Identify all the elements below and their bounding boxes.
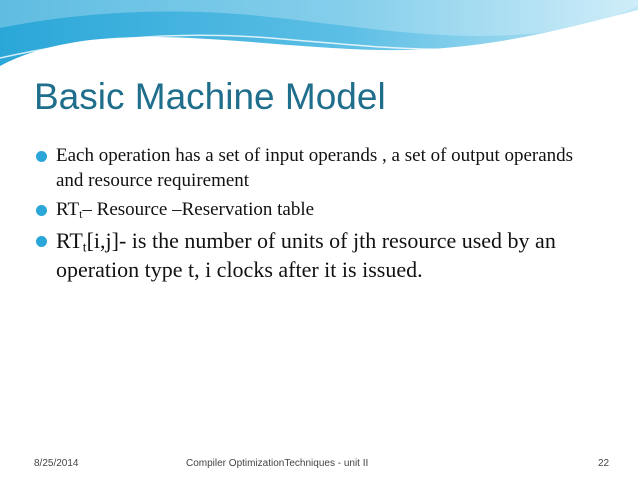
bullet-prefix: RT: [56, 228, 83, 253]
slide-title: Basic Machine Model: [34, 76, 386, 117]
bullet-text: Each operation has a set of input operands , a set of output operands and resource requirement: [56, 145, 574, 191]
bullet-suffix: – Resource –Reservation table: [82, 199, 315, 220]
bullet-item: [36, 143, 596, 193]
bullet-item: [36, 226, 596, 284]
bullet-circle-icon: [36, 236, 47, 247]
footer-page-number: 22: [598, 458, 610, 469]
bullet-list: [36, 143, 596, 284]
bullet-prefix: RT: [56, 199, 80, 220]
bullet-circle-icon: [36, 205, 47, 216]
bullet-suffix: [i,j]- is the number of units of jth resource used by an operation type t, i clocks after it is issued.: [56, 228, 556, 282]
footer-course-title: Compiler OptimizationTechniques - unit II: [186, 458, 369, 469]
header-wave-decoration: [0, 0, 638, 78]
bullet-subscript: t: [82, 239, 87, 255]
footer-date: 8/25/2014: [34, 458, 79, 469]
bullet-subscript: t: [79, 207, 83, 221]
bullet-circle-icon: [36, 151, 47, 162]
bullet-item: [36, 197, 596, 222]
